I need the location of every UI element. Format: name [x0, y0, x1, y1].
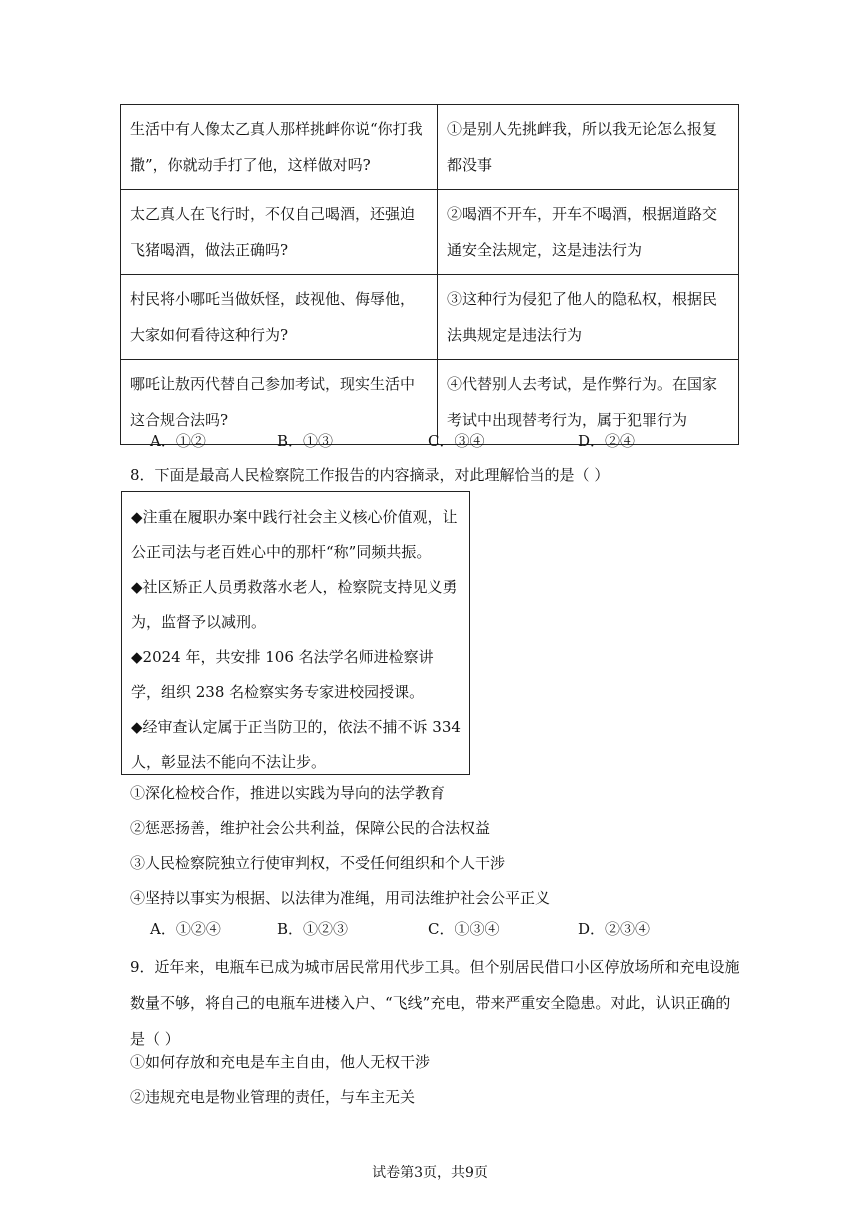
- q7-option-c: C．③④: [428, 432, 485, 450]
- q7-option-d: D．②④: [578, 432, 636, 450]
- q8-item: ①深化检校合作，推进以实践为导向的法学教育: [130, 784, 446, 802]
- q8-item: ③人民检察院独立行使审判权，不受任何组织和个人干涉: [130, 854, 506, 872]
- table-row: [121, 105, 739, 190]
- table-answer-cell: ②喝酒不开车，开车不喝酒，根据道路交通安全法规定，这是违法行为: [438, 190, 739, 275]
- q8-item: ②惩恶扬善，维护社会公共利益，保障公民的合法权益: [130, 819, 491, 837]
- table-answer-cell: ①是别人先挑衅我，所以我无论怎么报复都没事: [438, 105, 739, 190]
- q8-item: ④坚持以事实为根据、以法律为准绳，用司法维护社会公平正义: [130, 889, 551, 907]
- q8-option-d: D．②③④: [578, 920, 651, 938]
- report-excerpt-box: [121, 491, 470, 775]
- excerpt-item: ◆注重在履职办案中践行社会主义核心价值观，让公正司法与老百姓心中的那杆“称”同频共振。: [131, 508, 458, 561]
- q8-option-a: A．①②④: [150, 920, 221, 938]
- q9-stem: 9．近年来，电瓶车已成为城市居民常用代步工具。但个别居民借口小区停放场所和充电设施数量不够，将自己的电瓶车进楼入户、“飞线”充电，带来严重安全隐患。对此，认识正确的是（ ）: [130, 958, 740, 1048]
- q8-option-c: C．①③④: [428, 920, 500, 938]
- q8-stem: 8．下面是最高人民检察院工作报告的内容摘录，对此理解恰当的是（ ）: [130, 466, 610, 484]
- table-row: [121, 190, 739, 275]
- q7-option-b: B．①③: [277, 432, 334, 450]
- table-question-cell: 村民将小哪吒当做妖怪，歧视他、侮辱他，大家如何看待这种行为?: [121, 275, 438, 360]
- q9-item: ①如何存放和充电是车主自由，他人无权干涉: [130, 1053, 431, 1071]
- matching-table: [120, 104, 739, 445]
- table-answer-cell: ③这种行为侵犯了他人的隐私权，根据民法典规定是违法行为: [438, 275, 739, 360]
- excerpt-item: ◆经审查认定属于正当防卫的，依法不捕不诉 334 人，彰显法不能向不法让步。: [131, 718, 461, 771]
- table-answer-cell: ④代替别人去考试，是作弊行为。在国家考试中出现替考行为，属于犯罪行为: [438, 360, 739, 445]
- q7-option-a: A．①②: [150, 432, 206, 450]
- page-footer: 试卷第3页，共9页: [372, 1165, 488, 1181]
- table-question-cell: 哪吒让敖丙代替自己参加考试，现实生活中这合规合法吗?: [121, 360, 438, 445]
- table-row: [121, 275, 739, 360]
- table-question-cell: 生活中有人像太乙真人那样挑衅你说“你打我撒”，你就动手打了他，这样做对吗?: [121, 105, 438, 190]
- excerpt-item: ◆社区矫正人员勇救落水老人，检察院支持见义勇为，监督予以减刑。: [131, 578, 458, 631]
- table-question-cell: 太乙真人在飞行时，不仅自己喝酒，还强迫飞猪喝酒，做法正确吗?: [121, 190, 438, 275]
- excerpt-item: ◆2024 年，共安排 106 名法学名师进检察讲学，组织 238 名检察实务专家进校园授课。: [131, 648, 434, 701]
- q8-option-b: B．①②③: [277, 920, 349, 938]
- q9-item: ②违规充电是物业管理的责任，与车主无关: [130, 1088, 416, 1106]
